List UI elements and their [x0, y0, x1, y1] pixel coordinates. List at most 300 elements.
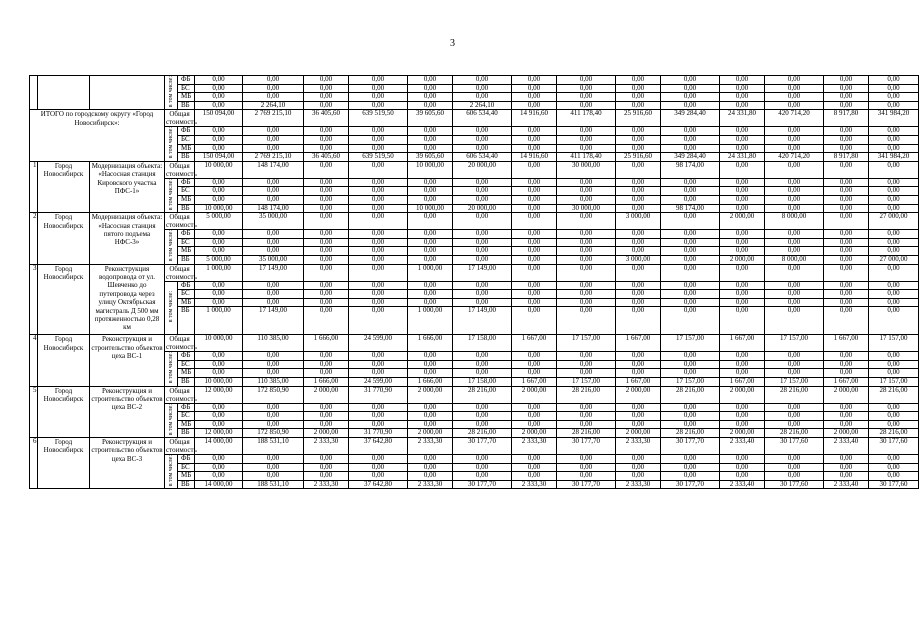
value-cell: 2 000,00 [304, 429, 349, 438]
fund-fb-label: ФБ [178, 76, 195, 85]
value-cell: 30 177,70 [661, 480, 720, 489]
value-cell: 0,00 [720, 420, 765, 429]
value-cell: 0,00 [408, 195, 453, 204]
value-cell: 0,00 [453, 178, 512, 187]
fund-bs-label: БС [178, 135, 195, 144]
fund-fb-label: ФБ [178, 178, 195, 187]
value-cell: 0,00 [195, 369, 243, 378]
including-label [165, 76, 178, 110]
value-cell: 0,00 [243, 187, 304, 196]
value-cell: 0,00 [304, 352, 349, 361]
object-name: Модернизация объекта: «Насосная станция пятого подъема НФС-3» [90, 213, 165, 264]
value-cell: 0,00 [869, 187, 919, 196]
value-cell: 30 177,70 [453, 480, 512, 489]
value-cell: 28 216,00 [453, 429, 512, 438]
value-cell: 0,00 [304, 369, 349, 378]
value-cell: 0,00 [869, 290, 919, 299]
table-row [30, 335, 919, 352]
value-cell: 28 216,00 [869, 429, 919, 438]
value-cell: 36 405,60 [304, 153, 349, 162]
value-cell: 0,00 [408, 135, 453, 144]
value-cell: 0,00 [304, 238, 349, 247]
value-cell: 17 158,00 [453, 378, 512, 387]
value-cell: 0,00 [557, 178, 616, 187]
fund-fb-label: ФБ [178, 352, 195, 361]
value-cell: 35 000,00 [243, 213, 304, 230]
value-cell: 0,00 [765, 247, 824, 256]
value-cell: 0,00 [616, 161, 661, 178]
value-cell: 0,00 [195, 93, 243, 102]
value-cell: 0,00 [824, 93, 869, 102]
value-cell: 30 000,00 [557, 204, 616, 213]
value-cell: 0,00 [453, 281, 512, 290]
value-cell: 17 157,00 [869, 335, 919, 352]
value-cell: 0,00 [661, 76, 720, 85]
value-cell: 0,00 [661, 360, 720, 369]
value-cell: 0,00 [661, 420, 720, 429]
value-cell: 0,00 [616, 307, 661, 335]
value-cell: 0,00 [661, 93, 720, 102]
value-cell: 0,00 [349, 76, 408, 85]
value-cell: 172 850,90 [243, 429, 304, 438]
value-cell: 2 333,30 [304, 480, 349, 489]
value-cell: 0,00 [304, 161, 349, 178]
fund-mb-label: МБ [178, 369, 195, 378]
value-cell: 0,00 [512, 298, 557, 307]
value-cell: 0,00 [869, 369, 919, 378]
value-cell: 10 000,00 [408, 161, 453, 178]
value-cell: 0,00 [512, 127, 557, 136]
value-cell: 150 094,00 [195, 110, 243, 127]
value-cell: 0,00 [869, 264, 919, 281]
fund-vb-label: ВБ [178, 307, 195, 335]
value-cell: 0,00 [243, 76, 304, 85]
value-cell: 0,00 [243, 238, 304, 247]
value-cell: 0,00 [720, 204, 765, 213]
value-cell: 0,00 [195, 247, 243, 256]
value-cell: 0,00 [453, 213, 512, 230]
value-cell: 0,00 [453, 420, 512, 429]
value-cell: 0,00 [512, 84, 557, 93]
value-cell: 0,00 [304, 144, 349, 153]
value-cell: 0,00 [453, 472, 512, 481]
value-cell: 0,00 [349, 161, 408, 178]
value-cell: 1 666,00 [408, 335, 453, 352]
value-cell: 0,00 [195, 412, 243, 421]
value-cell: 2 333,30 [616, 438, 661, 455]
value-cell: 0,00 [195, 360, 243, 369]
value-cell: 28 216,00 [869, 386, 919, 403]
value-cell: 10 000,00 [195, 161, 243, 178]
value-cell: 0,00 [453, 230, 512, 239]
object-name: Модернизация объекта: «Насосная станция Кировского участка ПФС-1» [90, 161, 165, 212]
fund-bs-label: БС [178, 187, 195, 196]
value-cell: 2 264,10 [243, 101, 304, 110]
value-cell: 0,00 [557, 127, 616, 136]
value-cell: 0,00 [720, 76, 765, 85]
value-cell: 0,00 [616, 281, 661, 290]
including-text: в том числе: [168, 230, 174, 262]
table-row [30, 161, 919, 178]
fund-bs-label: БС [178, 412, 195, 421]
total-cost-label: Общая стоимость [166, 110, 197, 127]
value-cell: 0,00 [720, 84, 765, 93]
value-cell: 0,00 [512, 161, 557, 178]
value-cell: 0,00 [304, 420, 349, 429]
value-cell: 2 000,00 [616, 386, 661, 403]
value-cell: 0,00 [869, 352, 919, 361]
value-cell: 0,00 [408, 403, 453, 412]
value-cell: 0,00 [195, 472, 243, 481]
value-cell: 0,00 [349, 135, 408, 144]
value-cell: 1 667,00 [616, 335, 661, 352]
value-cell: 0,00 [453, 76, 512, 85]
value-cell: 17 157,00 [765, 335, 824, 352]
value-cell: 420 714,20 [765, 153, 824, 162]
value-cell: 0,00 [824, 161, 869, 178]
value-cell: 0,00 [349, 93, 408, 102]
fund-bs-label: БС [178, 238, 195, 247]
value-cell: 0,00 [557, 360, 616, 369]
value-cell: 0,00 [349, 238, 408, 247]
municipality-name: Город Новосибирск [38, 386, 90, 437]
value-cell: 0,00 [824, 247, 869, 256]
value-cell: 0,00 [408, 412, 453, 421]
value-cell: 0,00 [408, 281, 453, 290]
total-cost-label: Общая стоимость [166, 264, 197, 281]
value-cell: 0,00 [869, 161, 919, 178]
value-cell: 0,00 [453, 195, 512, 204]
value-cell: 411 178,40 [557, 110, 616, 127]
value-cell: 0,00 [824, 195, 869, 204]
value-cell: 0,00 [243, 247, 304, 256]
value-cell: 2 000,00 [720, 213, 765, 230]
value-cell: 0,00 [616, 93, 661, 102]
row-number: 1 [30, 161, 38, 212]
fund-mb-label: МБ [178, 195, 195, 204]
value-cell: 1 667,00 [512, 378, 557, 387]
value-cell: 0,00 [765, 412, 824, 421]
value-cell: 0,00 [557, 230, 616, 239]
value-cell: 2 769 215,10 [243, 110, 304, 127]
value-cell: 2 333,40 [824, 480, 869, 489]
value-cell: 0,00 [616, 412, 661, 421]
value-cell: 0,00 [869, 360, 919, 369]
value-cell: 0,00 [661, 247, 720, 256]
value-cell: 1 666,00 [304, 378, 349, 387]
value-cell: 0,00 [243, 178, 304, 187]
value-cell: 0,00 [765, 290, 824, 299]
fund-mb-label: МБ [178, 420, 195, 429]
value-cell: 0,00 [512, 463, 557, 472]
value-cell: 0,00 [453, 290, 512, 299]
value-cell: 0,00 [408, 472, 453, 481]
value-cell: 0,00 [304, 230, 349, 239]
value-cell: 0,00 [304, 178, 349, 187]
value-cell: 0,00 [824, 352, 869, 361]
value-cell: 0,00 [720, 463, 765, 472]
value-cell: 0,00 [661, 144, 720, 153]
fund-vb-label: ВБ [178, 378, 195, 387]
value-cell: 0,00 [453, 352, 512, 361]
value-cell: 0,00 [869, 144, 919, 153]
value-cell: 0,00 [557, 238, 616, 247]
value-cell: 0,00 [661, 101, 720, 110]
value-cell: 0,00 [557, 463, 616, 472]
value-cell: 0,00 [616, 352, 661, 361]
value-cell: 0,00 [720, 93, 765, 102]
total-cost-label: Общая стоимость [166, 386, 197, 403]
value-cell: 0,00 [616, 420, 661, 429]
including-text: в том числе: [168, 127, 174, 159]
value-cell: 24 331,80 [720, 110, 765, 127]
value-cell: 0,00 [243, 195, 304, 204]
value-cell: 0,00 [869, 307, 919, 335]
value-cell: 0,00 [349, 281, 408, 290]
value-cell: 0,00 [765, 195, 824, 204]
value-cell: 0,00 [720, 144, 765, 153]
value-cell: 0,00 [661, 264, 720, 281]
value-cell: 2 333,40 [824, 438, 869, 455]
value-cell: 0,00 [557, 247, 616, 256]
value-cell: 0,00 [869, 93, 919, 102]
value-cell: 0,00 [824, 307, 869, 335]
value-cell: 0,00 [616, 204, 661, 213]
value-cell: 0,00 [195, 290, 243, 299]
value-cell: 0,00 [661, 290, 720, 299]
value-cell: 0,00 [765, 161, 824, 178]
fund-bs-label: БС [178, 360, 195, 369]
value-cell: 0,00 [304, 93, 349, 102]
value-cell: 1 667,00 [616, 378, 661, 387]
value-cell: 28 216,00 [557, 429, 616, 438]
value-cell: 30 177,60 [765, 438, 824, 455]
value-cell: 0,00 [453, 298, 512, 307]
value-cell: 35 000,00 [243, 255, 304, 264]
value-cell: 0,00 [512, 93, 557, 102]
fund-mb-label: МБ [178, 93, 195, 102]
value-cell: 0,00 [512, 230, 557, 239]
value-cell: 39 605,60 [408, 110, 453, 127]
value-cell: 0,00 [661, 463, 720, 472]
value-cell: 0,00 [408, 247, 453, 256]
value-cell: 0,00 [765, 93, 824, 102]
value-cell: 0,00 [243, 93, 304, 102]
value-cell: 0,00 [304, 290, 349, 299]
value-cell: 1 667,00 [720, 378, 765, 387]
value-cell: 0,00 [824, 230, 869, 239]
value-cell: 0,00 [453, 93, 512, 102]
fund-fb-label: ФБ [178, 281, 195, 290]
value-cell: 0,00 [195, 420, 243, 429]
value-cell: 0,00 [349, 360, 408, 369]
value-cell: 25 916,60 [616, 110, 661, 127]
value-cell: 341 984,20 [869, 153, 919, 162]
value-cell: 0,00 [453, 455, 512, 464]
value-cell: 0,00 [557, 264, 616, 281]
value-cell: 0,00 [616, 403, 661, 412]
value-cell: 0,00 [616, 472, 661, 481]
value-cell: 0,00 [824, 463, 869, 472]
value-cell: 0,00 [661, 369, 720, 378]
value-cell: 0,00 [765, 360, 824, 369]
value-cell: 0,00 [661, 455, 720, 464]
value-cell: 349 284,40 [661, 153, 720, 162]
value-cell: 0,00 [869, 455, 919, 464]
value-cell: 606 534,40 [453, 110, 512, 127]
value-cell: 0,00 [661, 127, 720, 136]
value-cell: 0,00 [408, 352, 453, 361]
value-cell: 0,00 [512, 187, 557, 196]
value-cell: 17 149,00 [453, 264, 512, 281]
value-cell: 0,00 [243, 420, 304, 429]
value-cell: 98 174,00 [661, 161, 720, 178]
value-cell: 0,00 [408, 255, 453, 264]
value-cell: 10 000,00 [195, 335, 243, 352]
value-cell: 0,00 [824, 360, 869, 369]
value-cell: 0,00 [195, 352, 243, 361]
value-cell: 0,00 [720, 298, 765, 307]
including-label [165, 178, 178, 212]
value-cell: 0,00 [349, 101, 408, 110]
value-cell: 0,00 [557, 455, 616, 464]
value-cell: 0,00 [304, 127, 349, 136]
value-cell: 0,00 [824, 135, 869, 144]
value-cell: 0,00 [616, 178, 661, 187]
value-cell: 0,00 [349, 187, 408, 196]
value-cell: 0,00 [408, 230, 453, 239]
value-cell: 0,00 [661, 298, 720, 307]
value-cell: 0,00 [557, 187, 616, 196]
fund-vb-label: ВБ [178, 204, 195, 213]
value-cell: 0,00 [195, 135, 243, 144]
page-number: 3 [450, 38, 455, 49]
value-cell: 0,00 [243, 84, 304, 93]
fund-vb-label: ВБ [178, 153, 195, 162]
value-cell: 0,00 [304, 360, 349, 369]
including-label [165, 281, 178, 335]
value-cell: 0,00 [349, 463, 408, 472]
value-cell: 14 000,00 [195, 438, 243, 455]
value-cell: 0,00 [512, 144, 557, 153]
value-cell: 0,00 [304, 403, 349, 412]
value-cell: 0,00 [824, 101, 869, 110]
value-cell: 0,00 [304, 213, 349, 230]
value-cell: 639 519,50 [349, 110, 408, 127]
value-cell: 24 331,80 [720, 153, 765, 162]
value-cell: 0,00 [304, 298, 349, 307]
value-cell: 0,00 [765, 204, 824, 213]
fund-vb-label: ВБ [178, 429, 195, 438]
value-cell: 172 850,90 [243, 386, 304, 403]
value-cell: 0,00 [453, 247, 512, 256]
value-cell: 8 000,00 [765, 255, 824, 264]
value-cell: 0,00 [557, 195, 616, 204]
value-cell: 0,00 [195, 463, 243, 472]
value-cell: 0,00 [453, 135, 512, 144]
value-cell: 31 770,90 [349, 386, 408, 403]
value-cell: 0,00 [720, 161, 765, 178]
value-cell: 28 216,00 [765, 429, 824, 438]
value-cell: 2 333,30 [304, 438, 349, 455]
value-cell: 0,00 [765, 420, 824, 429]
value-cell: 12 000,00 [195, 429, 243, 438]
value-cell: 27 000,00 [869, 213, 919, 230]
value-cell: 0,00 [349, 84, 408, 93]
value-cell: 0,00 [869, 127, 919, 136]
value-cell: 14 916,60 [512, 110, 557, 127]
value-cell: 0,00 [824, 264, 869, 281]
value-cell: 1 666,00 [304, 335, 349, 352]
value-cell: 0,00 [557, 369, 616, 378]
value-cell: 0,00 [661, 255, 720, 264]
value-cell: 37 642,80 [349, 438, 408, 455]
including-text: в том числе: [168, 403, 174, 435]
value-cell: 0,00 [512, 101, 557, 110]
value-cell: 30 177,70 [557, 438, 616, 455]
value-cell: 0,00 [512, 76, 557, 85]
value-cell: 25 916,60 [616, 153, 661, 162]
value-cell: 0,00 [408, 101, 453, 110]
value-cell: 0,00 [824, 455, 869, 464]
value-cell: 0,00 [349, 230, 408, 239]
value-cell: 0,00 [408, 238, 453, 247]
value-cell: 0,00 [616, 135, 661, 144]
value-cell: 0,00 [720, 230, 765, 239]
row-number: 3 [30, 264, 38, 335]
value-cell: 0,00 [512, 247, 557, 256]
value-cell: 0,00 [616, 298, 661, 307]
value-cell: 2 000,00 [408, 386, 453, 403]
value-cell: 8 917,80 [824, 110, 869, 127]
value-cell: 20 000,00 [453, 161, 512, 178]
value-cell: 31 770,90 [349, 429, 408, 438]
value-cell: 148 174,00 [243, 204, 304, 213]
object-name [90, 76, 165, 110]
value-cell: 0,00 [349, 352, 408, 361]
value-cell: 0,00 [720, 281, 765, 290]
value-cell: 17 149,00 [243, 307, 304, 335]
value-cell: 0,00 [824, 290, 869, 299]
value-cell: 0,00 [243, 127, 304, 136]
municipality-name: Город Новосибирск [38, 264, 90, 335]
value-cell: 420 714,20 [765, 110, 824, 127]
value-cell: 0,00 [512, 135, 557, 144]
value-cell: 0,00 [557, 144, 616, 153]
value-cell: 0,00 [616, 360, 661, 369]
value-cell: 0,00 [824, 281, 869, 290]
municipality-name [38, 76, 90, 110]
value-cell: 0,00 [765, 101, 824, 110]
value-cell: 2 333,30 [408, 438, 453, 455]
value-cell: 1 667,00 [824, 335, 869, 352]
value-cell: 0,00 [824, 412, 869, 421]
value-cell: 0,00 [195, 76, 243, 85]
row-number: 5 [30, 386, 38, 437]
total-cost-label: Общая стоимость [166, 438, 197, 455]
fund-mb-label: МБ [178, 144, 195, 153]
value-cell: 17 157,00 [869, 378, 919, 387]
value-cell: 0,00 [720, 238, 765, 247]
value-cell: 0,00 [304, 247, 349, 256]
value-cell: 17 157,00 [557, 378, 616, 387]
value-cell: 0,00 [720, 135, 765, 144]
value-cell: 0,00 [765, 463, 824, 472]
value-cell: 1 000,00 [195, 307, 243, 335]
value-cell: 0,00 [720, 101, 765, 110]
value-cell: 0,00 [243, 472, 304, 481]
value-cell: 0,00 [408, 76, 453, 85]
